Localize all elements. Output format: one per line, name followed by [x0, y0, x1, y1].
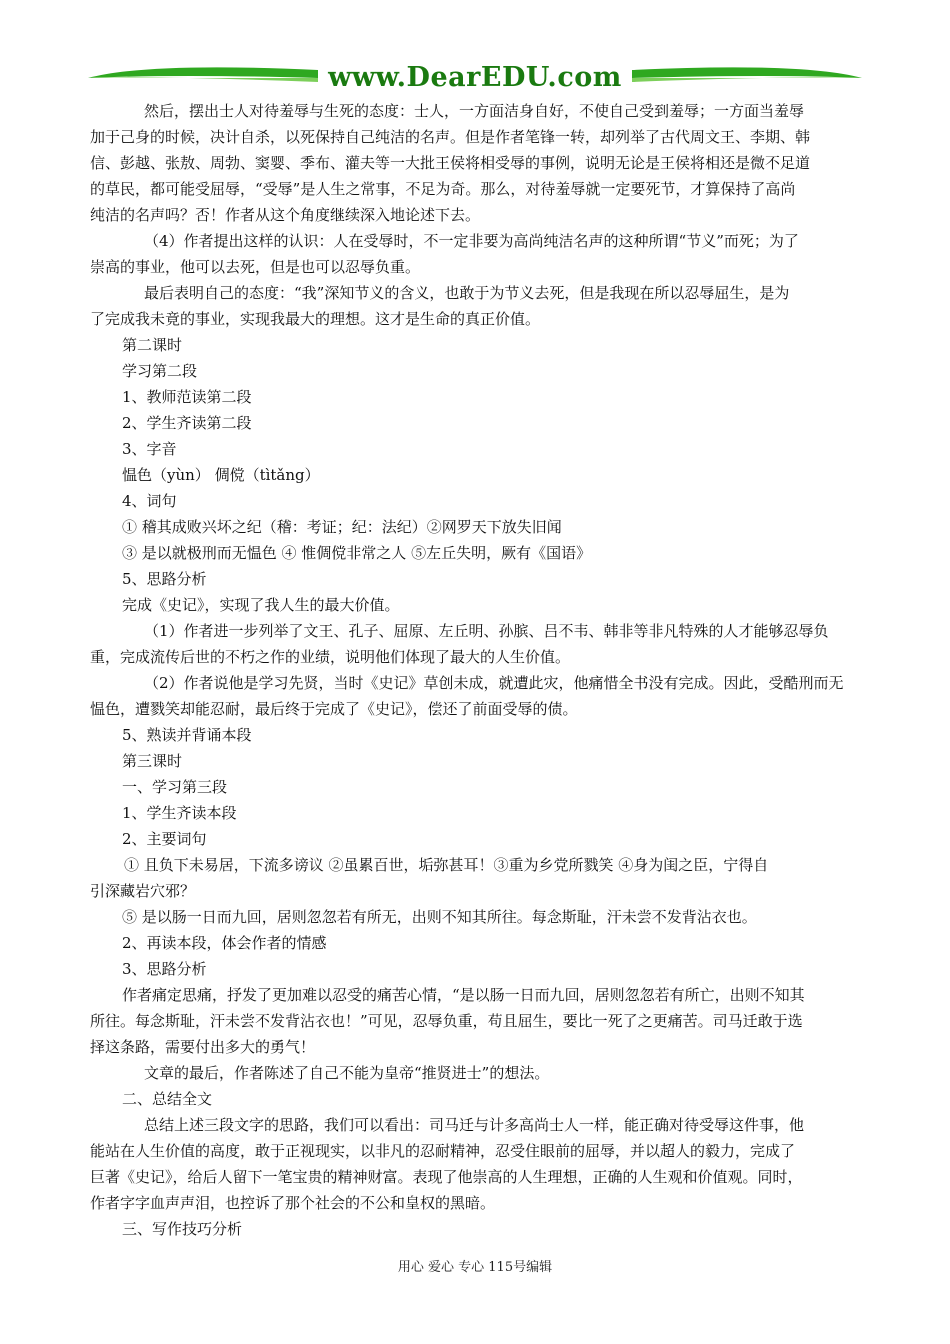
text-line: 3、字音 [122, 440, 177, 458]
text-line: 能站在人生价值的高度，敢于正视现实，以非凡的忍耐精神，忍受住眼前的屈辱，并以超人的毅力，完成了 [90, 1142, 796, 1160]
text-line: 第三课时 [122, 752, 183, 770]
text-line: 择这条路，需要付出多大的勇气！ [90, 1038, 316, 1056]
text-line: 2、再读本段，体会作者的情感 [122, 934, 327, 952]
text-line: 了完成我未竟的事业，实现我最大的理想。这才是生命的真正价值。 [90, 310, 541, 328]
text-line: 引深藏岩穴邪？ [90, 882, 196, 900]
text-line: 第二课时 [122, 336, 183, 354]
text-line: 纯洁的名声吗？否！作者从这个角度继续深入地论述下去。 [90, 206, 481, 224]
text-line: 二、总结全文 [122, 1090, 213, 1108]
text-line: 的草民，都可能受屈辱，“受辱”是人生之常事，不足为奇。那么，对待羞辱就一定要死节，才算保持了高尚 [90, 180, 796, 198]
text-line: 最后表明自己的态度：“我”深知节义的含义，也敢于为节义去死，但是我现在所以忍辱屈生，是为 [144, 284, 790, 302]
text-line: 4、词句 [122, 492, 177, 510]
text-line: 所往。每念斯耻，汗未尝不发背沾衣也！”可见，忍辱负重，苟且屈生，要比一死了之更痛苦。司马迁敢于选 [90, 1012, 803, 1030]
text-line: 学习第二段 [122, 362, 198, 380]
text-line: ① 稽其成败兴坏之纪（稽：考证；纪：法纪）②网罗天下放失旧闻 [122, 518, 562, 536]
text-line: 巨著《史记》，给后人留下一笔宝贵的精神财富。表现了他崇高的人生理想，正确的人生观和价值观。同时， [90, 1168, 803, 1186]
text-line: 信、彭越、张敖、周勃、窦婴、季布、灌夫等一大批王侯将相受辱的事例，说明无论是王侯将相还是微不足道 [90, 154, 811, 172]
text-line: 一、学习第三段 [122, 778, 228, 796]
text-line: （1）作者进一步列举了文王、孔子、屈原、左丘明、孙膑、吕不韦、韩非等非凡特殊的人才能够忍辱负 [144, 622, 829, 640]
text-line: 1、学生齐读本段 [122, 804, 237, 822]
text-line: 加于己身的时候，决计自杀，以死保持自己纯洁的名声。但是作者笔锋一转，却列举了古代周文王、李期、韩 [90, 128, 811, 146]
text-line: 愠色，遭戮笑却能忍耐，最后终于完成了《史记》，偿还了前面受辱的债。 [90, 700, 578, 718]
text-line: 作者痛定思痛，抒发了更加难以忍受的痛苦心情，“是以肠一日而九回，居则忽忽若有所亡，出则不知其 [122, 986, 805, 1004]
text-line: 三、写作技巧分析 [122, 1220, 243, 1238]
text-line: 总结上述三段文字的思路，我们可以看出：司马迁与计多高尚士人一样，能正确对待受辱这件事，他 [144, 1116, 805, 1134]
text-line: 崇高的事业，他可以去死，但是也可以忍辱负重。 [90, 258, 421, 276]
text-line: ③ 是以就极刑而无愠色 ④ 惟倜傥非常之人 ⑤左丘失明，厥有《国语》 [122, 544, 592, 562]
text-line: 作者字字血声声泪，也控诉了那个社会的不公和皇权的黑暗。 [90, 1194, 496, 1212]
text-line: ① 且负下未易居，下流多谤议 ②虽累百世，垢弥甚耳！③重为乡党所戮笑 ④身为闺之臣，宁得自 [124, 856, 769, 874]
text-line: 5、思路分析 [122, 570, 207, 588]
text-line: 3、思路分析 [122, 960, 207, 978]
text-line: 1、教师范读第二段 [122, 388, 252, 406]
document-body [90, 98, 862, 1242]
text-line: 完成《史记》，实现了我人生的最大价值。 [122, 596, 400, 614]
site-logo-text[interactable]: www.DearEDU.com [328, 62, 622, 93]
text-line: （2）作者说他是学习先贤，当时《史记》草创未成，就遭此灾，他痛惜全书没有完成。因此，受酷刑而无 [144, 674, 844, 692]
text-line: 文章的最后，作者陈述了自己不能为皇帝“推贤进士”的想法。 [144, 1064, 550, 1082]
text-line: （4）作者提出这样的认识：人在受辱时，不一定非要为高尚纯洁名声的这种所谓“节义”而死；为了 [144, 232, 799, 250]
page-footer: 用心 爱心 专心 115号编辑 [397, 1260, 553, 1275]
text-line: 愠色（yùn） 倜傥（tìtǎng） [122, 466, 320, 484]
text-line: ⑤ 是以肠一日而九回，居则忽忽若有所无，出则不知其所往。每念斯耻，汗未尝不发背沾衣也。 [122, 908, 757, 926]
text-line: 5、熟读并背诵本段 [122, 726, 252, 744]
text-line: 2、主要词句 [122, 830, 207, 848]
text-line: 重，完成流传后世的不朽之作的业绩，说明他们体现了最大的人生价值。 [90, 648, 571, 666]
site-header [88, 60, 862, 96]
text-line: 然后，摆出士人对待羞辱与生死的态度：士人，一方面洁身自好，不使自己受到羞辱；一方面当羞辱 [144, 102, 805, 120]
text-line: 2、学生齐读第二段 [122, 414, 252, 432]
